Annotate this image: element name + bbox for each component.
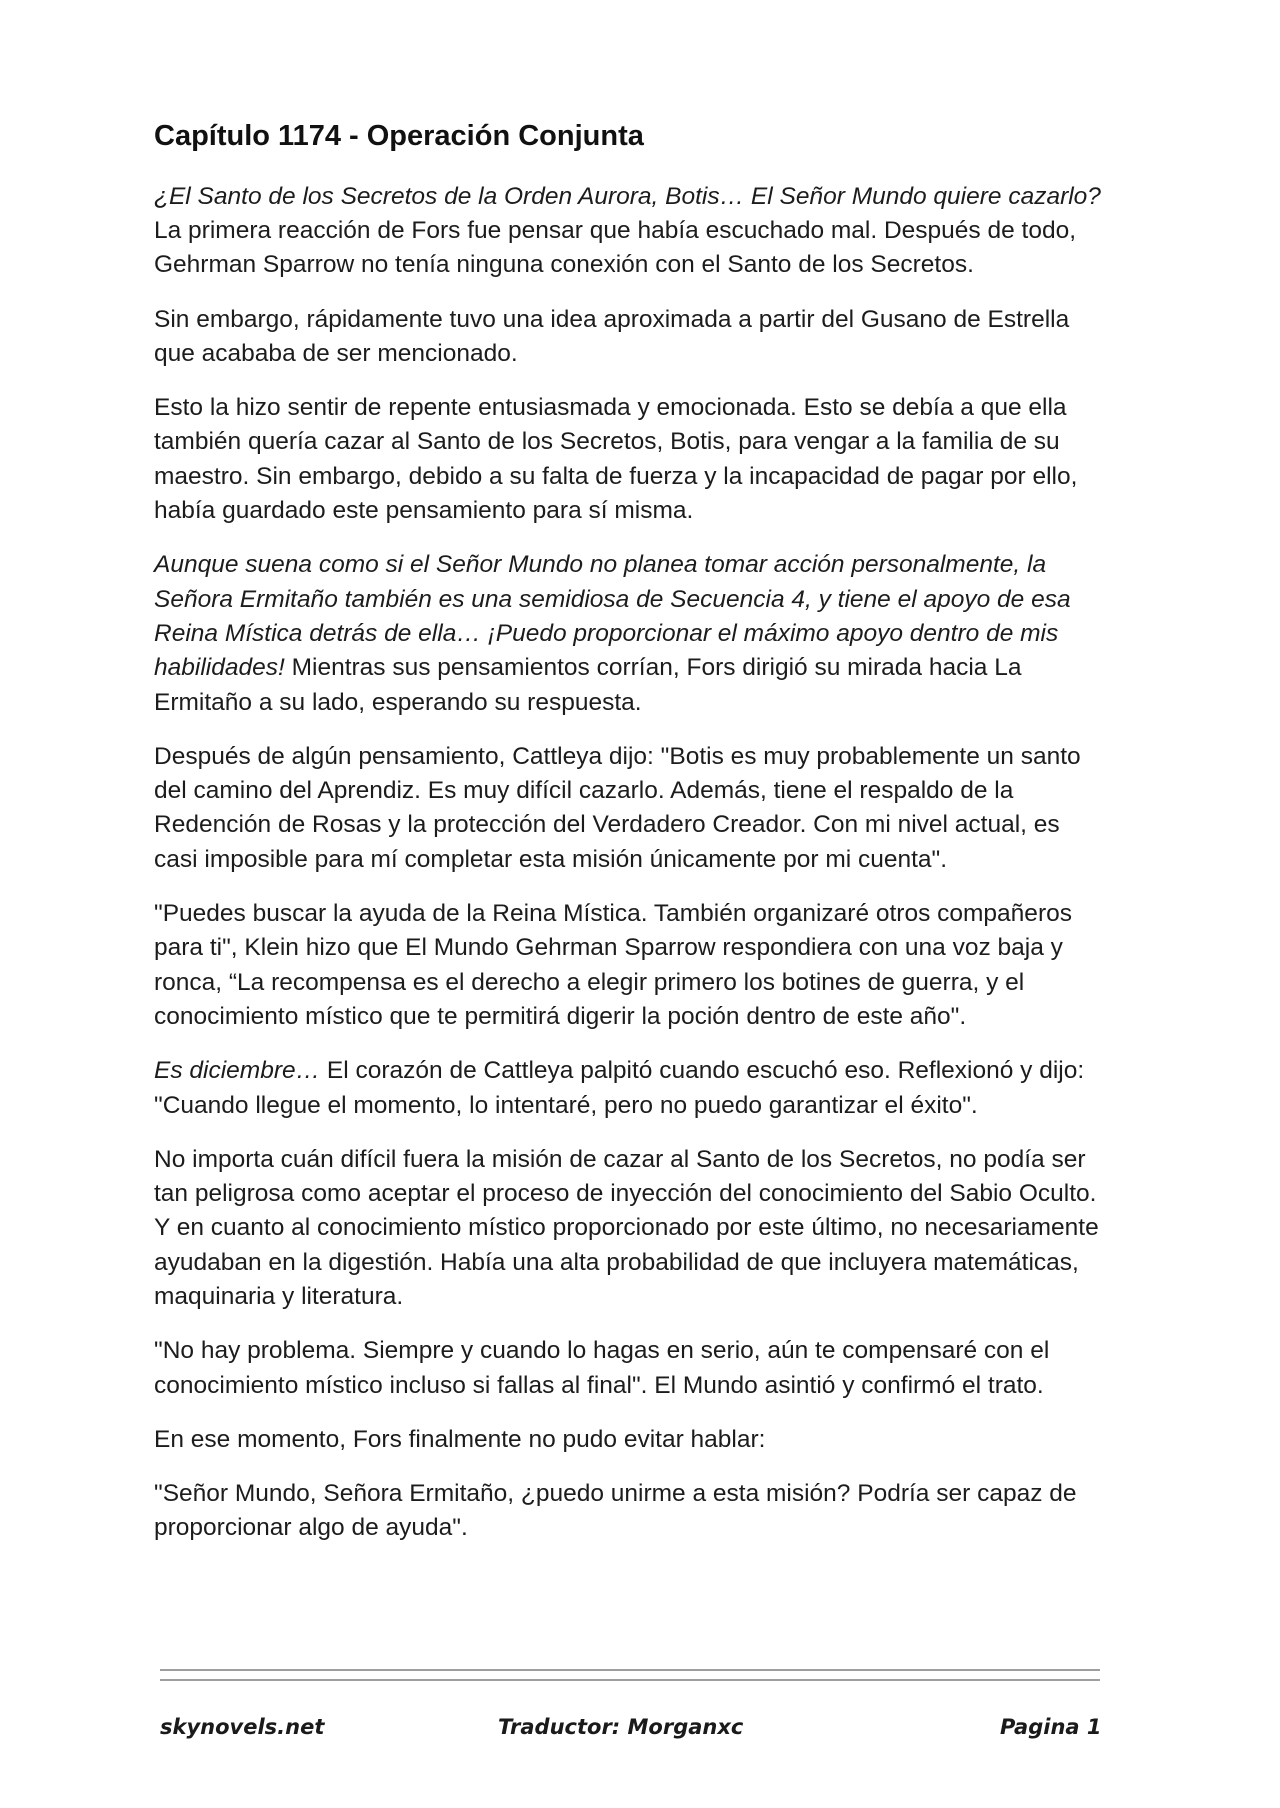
body-text: En ese momento, Fors finalmente no pudo evitar hablar: bbox=[154, 1425, 766, 1453]
body-text: Después de algún pensamiento, Cattleya dijo: "Botis es muy probablemente un santo del camino del Aprendiz. Es muy difícil cazarlo. Además, tiene el respaldo de la Redención de Rosas y la protección del Verdadero Creador. Con mi nivel actual, es casi imposible para mí completar esta misión únicamente por mi cuenta". bbox=[154, 742, 1081, 873]
paragraph bbox=[154, 1143, 1104, 1314]
paragraph bbox=[154, 1477, 1104, 1546]
footer-page-number: Pagina 1 bbox=[1000, 1715, 1102, 1739]
footer-translator: Traductor: Morganxc bbox=[498, 1715, 744, 1739]
paragraph bbox=[154, 740, 1104, 877]
paragraph bbox=[154, 1423, 1104, 1457]
paragraph bbox=[154, 1334, 1104, 1403]
paragraph bbox=[154, 303, 1104, 372]
paragraph bbox=[154, 180, 1104, 283]
paragraph bbox=[154, 391, 1104, 528]
footer-divider-bottom bbox=[160, 1679, 1100, 1681]
italic-text: Es diciembre… bbox=[154, 1057, 321, 1085]
paragraph bbox=[154, 1054, 1104, 1123]
body-text: "No hay problema. Siempre y cuando lo hagas en serio, aún te compensaré con el conocimiento místico incluso si fallas al final". El Mundo asintió y confirmó el trato. bbox=[154, 1337, 1050, 1399]
body-text: No importa cuán difícil fuera la misión de cazar al Santo de los Secretos, no podía ser tan peligrosa como aceptar el proceso de inyección del conocimiento del Sabio Oculto. Y en cuanto al conocimiento místico proporcionado por este último, no necesariamente ayudaban en la digestión. Había una alta probabilidad de que incluyera matemáticas, maquinaria y literatura. bbox=[154, 1145, 1099, 1310]
footer-site: skynovels.net bbox=[160, 1715, 325, 1739]
body-text: Sin embargo, rápidamente tuvo una idea aproximada a partir del Gusano de Estrella que acababa de ser mencionado. bbox=[154, 305, 1070, 367]
document-body bbox=[154, 118, 1104, 1566]
paragraph bbox=[154, 897, 1104, 1034]
footer-divider-top bbox=[160, 1669, 1100, 1671]
body-text: El corazón de Cattleya palpitó cuando escuchó eso. Reflexionó y dijo: "Cuando llegue el momento, lo intentaré, pero no puedo garantizar el éxito". bbox=[154, 1057, 1085, 1119]
italic-text: Aunque suena como si el Señor Mundo no planea tomar acción personalmente, la Señora Ermitaño también es una semidiosa de Secuencia 4, y tiene el apoyo de esa Reina Mística detrás de ella… ¡Puedo proporcionar el máximo apoyo dentro de mis habilidades! bbox=[154, 551, 1071, 682]
paragraph-list bbox=[154, 180, 1104, 1546]
body-text: "Puedes buscar la ayuda de la Reina Mística. También organizaré otros compañeros para ti", Klein hizo que El Mundo Gehrman Sparrow respondiera con una voz baja y ronca, “La recompensa es el derecho a elegir primero los botines de guerra, y el conocimiento místico que te permitirá digerir la poción dentro de este año". bbox=[154, 900, 1072, 1030]
chapter-title: Capítulo 1174 - Operación Conjunta bbox=[154, 120, 644, 152]
body-text: Mientras sus pensamientos corrían, Fors dirigió su mirada hacia La Ermitaño a su lado, esperando su respuesta. bbox=[154, 654, 1022, 716]
body-text: Esto la hizo sentir de repente entusiasmada y emocionada. Esto se debía a que ella también quería cazar al Santo de los Secretos, Botis, para vengar a la familia de su maestro. Sin embargo, debido a su falta de fuerza y la incapacidad de pagar por ello, había guardado este pensamiento para sí misma. bbox=[154, 394, 1078, 525]
body-text: "Señor Mundo, Señora Ermitaño, ¿puedo unirme a esta misión? Podría ser capaz de proporcionar algo de ayuda". bbox=[154, 1480, 1077, 1542]
body-text: La primera reacción de Fors fue pensar que había escuchado mal. Después de todo, Gehrman Sparrow no tenía ninguna conexión con el Santo de los Secretos. bbox=[154, 216, 1077, 279]
italic-text: ¿El Santo de los Secretos de la Orden Aurora, Botis… El Señor Mundo quiere cazarlo? bbox=[154, 182, 1101, 210]
paragraph bbox=[154, 548, 1104, 719]
